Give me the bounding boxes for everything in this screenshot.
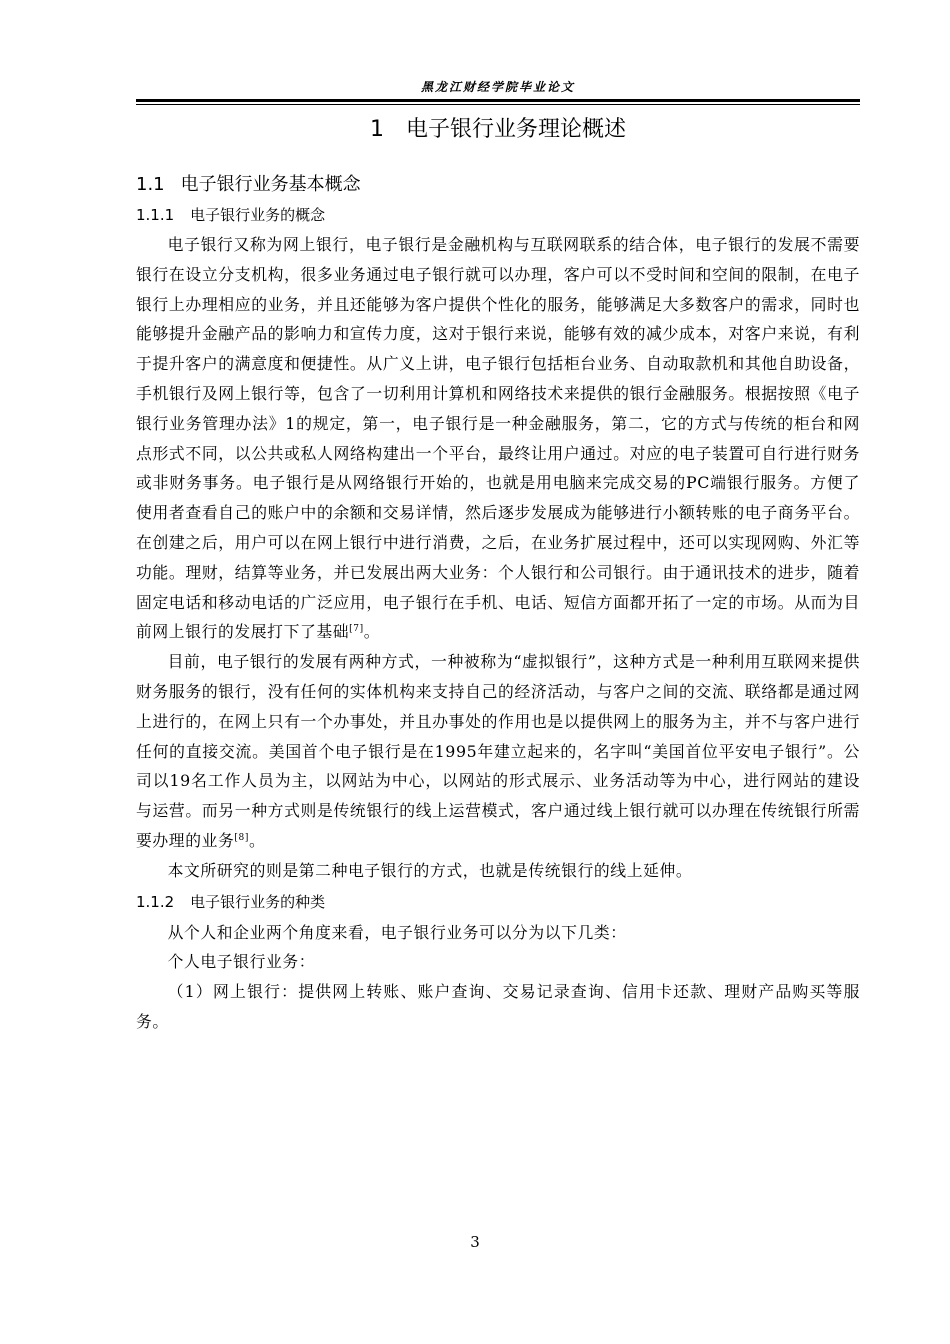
body-content [136,170,860,1037]
paragraph-text: 本文所研究的则是第二种电子银行的方式，也就是传统银行的线上延伸。 [167,860,693,880]
paragraph-text: 目前，电子银行的发展有两种方式，一种被称为“虚拟银行”，这种方式是一种利用互联网来提供财务服务的银行，没有任何的实体机构来支持自己的经济活动，与客户之间的交流、联络都是通过网上进行的，在网上只有一个办事处，并且办事处的作用也是以提供网上的服务为主，并不与客户进行任何的直接交流。美国首个电子银行是在1995年建立起来的，名字叫“美国首位平安电子银行”。公司以19名工作人员为主，以网站为中心，以网站的形式展示、业务活动等为中心，进行网站的建设与运营。而另一种方式则是传统银行的线上运营模式，客户通过线上银行就可以办理在传统银行所需要办理的业务 [136,652,860,850]
header-rule-thin [136,104,860,105]
subsection-heading-1-1-1 [136,200,860,230]
paragraph-types-3 [136,977,860,1037]
paragraph-text: 个人电子银行业务： [167,952,316,972]
chapter-title [136,114,860,146]
paragraph-text: （1）网上银行：提供网上转账、账户查询、交易记录查询、信用卡还款、理财产品购买等服务。 [136,982,860,1031]
section-heading-1-1 [136,170,860,200]
paragraph-end: 。 [248,830,266,850]
section-number: 1.1 [136,174,165,195]
paragraph-types-1 [136,918,860,948]
paragraph-text: 电子银行又称为网上银行，电子银行是金融机构与互联网联系的结合体，电子银行的发展不需要银行在设立分支机构，很多业务通过电子银行就可以办理，客户可以不受时间和空间的限制，在电子银行上办理相应的业务，并且还能够为客户提供个性化的服务，能够满足大多数客户的需求，同时也能够提升金融产品的影响力和宣传力度，这对于银行来说，能够有效的减少成本，对客户来说，有利于提升客户的满意度和便捷性。从广义上讲，电子银行包括柜台业务、自动取款机和其他自助设备，手机银行及网上银行等，包含了一切利用计算机和网络技术来提供的银行金融服务。根据按照《电子银行业务管理办法》1的规定，第一，电子银行是一种金融服务，第二，它的方式与传统的柜台和网点形式不同，以公共或私人网络构建出一个平台，最终让用户通过。对应的电子装置可自行进行财务或非财务事务。电子银行是从网络银行开始的，也就是用电脑来完成交易的PC端银行服务。方便了使用者查看自己的账户中的余额和交易详情，然后逐步发展成为能够进行小额转账的电子商务平台。在创建之后，用户可以在网上银行中进行消费，之后，在业务扩展过程中，还可以实现网购、外汇等功能。理财，结算等业务，并已发展出两大业务：个人银行和公司银行。由于通讯技术的进步，随着固定电话和移动电话的广泛应用，电子银行在手机、电话、短信方面都开拓了一定的市场。从而为目前网上银行的发展打下了基础 [136,235,860,642]
subsection-heading-1-1-2 [136,886,860,918]
chapter-title-text: 电子银行业务理论概述 [405,117,626,142]
section-title: 电子银行业务基本概念 [180,174,361,195]
header-rule-thick [136,99,860,102]
paragraph-concept-2 [136,647,860,856]
citation-ref[interactable]: [7] [349,624,364,635]
chapter-number: 1 [369,117,384,142]
paragraph-end: 。 [363,622,381,642]
paragraph-text: 从个人和企业两个角度来看，电子银行业务可以分为以下几类： [167,922,627,942]
paragraph-types-2 [136,947,860,977]
paragraph-concept-3 [136,856,860,886]
running-header: 黑龙江财经学院毕业论文 [420,80,575,94]
subsection-title: 电子银行业务的概念 [190,206,326,224]
citation-ref[interactable]: [8] [234,832,249,843]
paragraph-concept-1 [136,230,860,647]
subsection-title: 电子银行业务的种类 [190,892,326,911]
page-number: 3 [470,1233,480,1251]
subsection-number: 1.1.1 [136,206,175,224]
subsection-number: 1.1.2 [136,892,175,911]
